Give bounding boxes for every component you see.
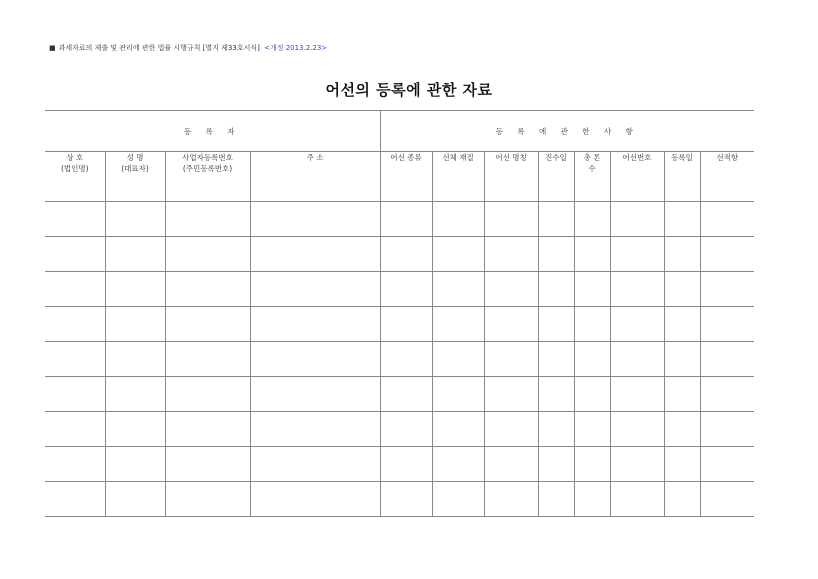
table-cell[interactable] [165, 342, 250, 377]
table-cell[interactable] [432, 482, 484, 517]
table-cell[interactable] [610, 342, 664, 377]
table-cell[interactable] [484, 447, 538, 482]
table-cell[interactable] [700, 307, 754, 342]
table-cell[interactable] [250, 202, 380, 237]
table-cell[interactable] [700, 377, 754, 412]
table-cell[interactable] [664, 307, 700, 342]
column-header-line1: 어선 종류 [390, 153, 422, 162]
column-header-line1: 어선번호 [622, 153, 652, 162]
table-body [45, 202, 754, 517]
table-cell[interactable] [700, 202, 754, 237]
table-cell[interactable] [45, 272, 105, 307]
table-cell[interactable] [165, 202, 250, 237]
table-cell[interactable] [380, 447, 432, 482]
table-cell[interactable] [432, 272, 484, 307]
table-cell[interactable] [165, 307, 250, 342]
table-cell[interactable] [538, 272, 574, 307]
table-cell[interactable] [610, 202, 664, 237]
table-cell[interactable] [484, 202, 538, 237]
table-cell[interactable] [432, 342, 484, 377]
table-cell[interactable] [700, 342, 754, 377]
table-cell[interactable] [432, 202, 484, 237]
column-header [380, 152, 432, 202]
table-cell[interactable] [432, 377, 484, 412]
table-cell[interactable] [484, 412, 538, 447]
table-cell[interactable] [574, 482, 610, 517]
table-cell[interactable] [380, 377, 432, 412]
table-cell[interactable] [484, 342, 538, 377]
registration-table-container [45, 110, 754, 517]
column-header-line2: (대표자) [121, 164, 149, 173]
table-cell[interactable] [484, 377, 538, 412]
group-header-row [45, 111, 754, 152]
table-row [45, 342, 754, 377]
column-header [664, 152, 700, 202]
table-cell[interactable] [610, 447, 664, 482]
table-cell[interactable] [538, 377, 574, 412]
table-cell[interactable] [380, 202, 432, 237]
table-cell[interactable] [664, 342, 700, 377]
table-cell[interactable] [45, 377, 105, 412]
table-row [45, 272, 754, 307]
table-cell[interactable] [105, 202, 165, 237]
column-header-line1: 어선 명칭 [495, 153, 527, 162]
column-header-line1: 등록일 [671, 153, 693, 162]
table-cell[interactable] [380, 482, 432, 517]
table-cell[interactable] [664, 412, 700, 447]
table-cell[interactable] [610, 377, 664, 412]
table-cell[interactable] [538, 307, 574, 342]
page-title: 어선의 등록에 관한 자료 [325, 81, 493, 99]
table-row [45, 377, 754, 412]
table-cell[interactable] [165, 237, 250, 272]
table-cell[interactable] [250, 447, 380, 482]
table-row [45, 412, 754, 447]
table-cell[interactable] [250, 272, 380, 307]
table-cell[interactable] [484, 482, 538, 517]
table-cell[interactable] [380, 307, 432, 342]
table-cell[interactable] [484, 307, 538, 342]
group-header-registrant: 등 록 자 [45, 111, 380, 152]
column-header-line1: 선적항 [716, 153, 739, 162]
table-cell[interactable] [165, 447, 250, 482]
table-cell[interactable] [700, 272, 754, 307]
table-cell[interactable] [538, 202, 574, 237]
table-row [45, 482, 754, 517]
table-cell[interactable] [165, 272, 250, 307]
table-cell[interactable] [432, 237, 484, 272]
table-cell[interactable] [250, 342, 380, 377]
table-cell[interactable] [45, 342, 105, 377]
table-cell[interactable] [165, 377, 250, 412]
table-cell[interactable] [484, 272, 538, 307]
table-cell[interactable] [574, 342, 610, 377]
table-cell[interactable] [664, 202, 700, 237]
table-cell[interactable] [574, 447, 610, 482]
form-reference-text: 과세자료의 제출 및 관리에 관한 법률 시행규칙 [별지 제33호서식] [58, 44, 260, 52]
column-header [610, 152, 664, 202]
table-cell[interactable] [45, 237, 105, 272]
table-cell[interactable] [610, 237, 664, 272]
revision-note: <개정 2013.2.23> [264, 44, 328, 52]
table-cell[interactable] [574, 202, 610, 237]
column-header [165, 152, 250, 202]
table-cell[interactable] [45, 412, 105, 447]
table-cell[interactable] [165, 412, 250, 447]
table-cell[interactable] [610, 272, 664, 307]
table-cell[interactable] [250, 377, 380, 412]
table-cell[interactable] [45, 307, 105, 342]
table-cell[interactable] [664, 482, 700, 517]
column-header-line1: 선체 재질 [442, 153, 474, 162]
form-reference [49, 43, 327, 53]
table-row [45, 307, 754, 342]
table-cell[interactable] [250, 307, 380, 342]
table-cell[interactable] [380, 237, 432, 272]
table-cell[interactable] [610, 307, 664, 342]
table-cell[interactable] [105, 272, 165, 307]
column-header [45, 152, 105, 202]
group-header-registration-details: 등 록 에 관 한 사 항 [380, 111, 754, 152]
column-header-line1: 주 소 [306, 153, 324, 162]
column-header [538, 152, 574, 202]
table-cell[interactable] [165, 482, 250, 517]
table-row [45, 237, 754, 272]
table-cell[interactable] [105, 377, 165, 412]
table-cell[interactable] [105, 482, 165, 517]
table-cell[interactable] [700, 237, 754, 272]
table-cell[interactable] [574, 412, 610, 447]
column-header-line1: 성 명 [126, 153, 144, 162]
table-cell[interactable] [250, 237, 380, 272]
table-cell[interactable] [664, 272, 700, 307]
table-cell[interactable] [664, 377, 700, 412]
column-header-line1: 상 호 [66, 153, 84, 162]
table-cell[interactable] [105, 237, 165, 272]
table-cell[interactable] [574, 377, 610, 412]
table-cell[interactable] [574, 307, 610, 342]
column-header-line1: 총 톤 [583, 153, 601, 162]
column-header [574, 152, 610, 202]
table-cell[interactable] [105, 412, 165, 447]
table-cell[interactable] [45, 482, 105, 517]
table-cell[interactable] [538, 237, 574, 272]
column-header [700, 152, 754, 202]
column-header-line1: 진수일 [545, 153, 567, 162]
table-cell[interactable] [574, 272, 610, 307]
table-cell[interactable] [380, 342, 432, 377]
table-cell[interactable] [700, 412, 754, 447]
table-cell[interactable] [432, 307, 484, 342]
bullet-square-icon: ■ [49, 44, 56, 52]
column-header [105, 152, 165, 202]
table-cell[interactable] [380, 412, 432, 447]
column-header-line1: 사업자등록번호 [182, 153, 233, 162]
table-cell[interactable] [700, 482, 754, 517]
table-cell[interactable] [538, 482, 574, 517]
column-header [484, 152, 538, 202]
table-cell[interactable] [574, 237, 610, 272]
table-cell[interactable] [45, 447, 105, 482]
table-cell[interactable] [538, 412, 574, 447]
column-header-line2: (주민등록번호) [182, 164, 233, 173]
table-cell[interactable] [538, 447, 574, 482]
table-cell[interactable] [664, 237, 700, 272]
table-row [45, 447, 754, 482]
column-header [432, 152, 484, 202]
table-cell[interactable] [538, 342, 574, 377]
table-cell[interactable] [380, 272, 432, 307]
column-header-line2: 수 [588, 164, 596, 173]
column-header-line2: (법인명) [60, 164, 89, 173]
table-cell[interactable] [105, 307, 165, 342]
table-row [45, 202, 754, 237]
column-header [250, 152, 380, 202]
table-cell[interactable] [250, 482, 380, 517]
column-header-row [45, 152, 754, 202]
registration-table [45, 110, 754, 517]
table-cell[interactable] [484, 237, 538, 272]
table-cell[interactable] [664, 447, 700, 482]
table-cell[interactable] [250, 412, 380, 447]
table-cell[interactable] [610, 482, 664, 517]
table-cell[interactable] [432, 412, 484, 447]
table-cell[interactable] [45, 202, 105, 237]
table-cell[interactable] [105, 342, 165, 377]
table-cell[interactable] [610, 412, 664, 447]
table-cell[interactable] [432, 447, 484, 482]
table-cell[interactable] [700, 447, 754, 482]
table-cell[interactable] [105, 447, 165, 482]
